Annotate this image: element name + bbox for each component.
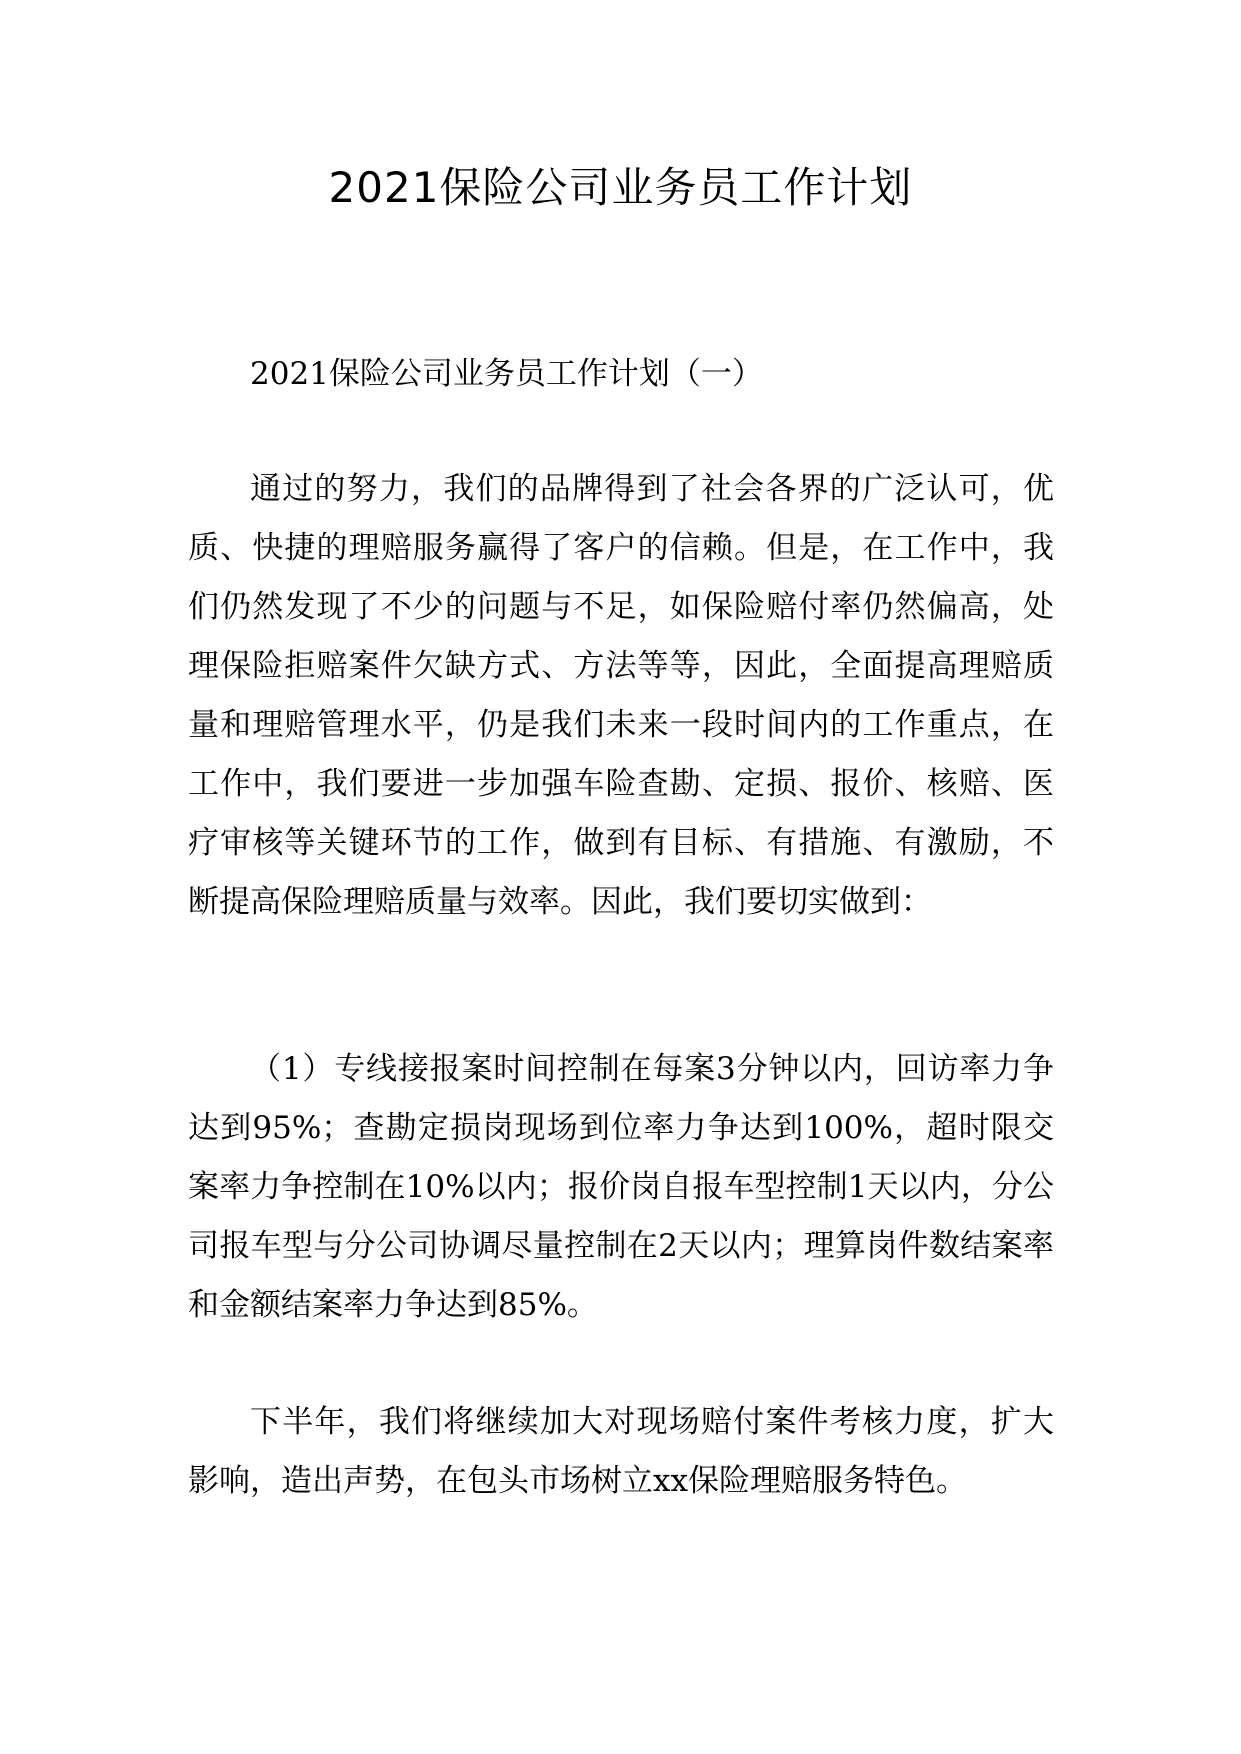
paragraph-intro: 通过的努力，我们的品牌得到了社会各界的广泛认可，优质、快捷的理赔服务赢得了客户的信赖。但是，在工作中，我们仍然发现了不少的问题与不足，如保险赔付率仍然偏高，处理保险拒赔案件欠缺方式、方法等等，因此，全面提高理赔质量和理赔管理水平，仍是我们未来一段时间内的工作重点，在工作中，我们要进一步加强车险查勘、定损、报价、核赔、医疗审核等关键环节的工作，做到有目标、有措施、有激励，不断提高保险理赔质量与效率。因此，我们要切实做到： <box>188 471 1054 920</box>
paragraph-targets: （1）专线接报案时间控制在每案3分钟以内，回访率力争达到95%；查勘定损岗现场到位率力争达到100%，超时限交案率力争控制在10%以内；报价岗自报车型控制1天以内，分公司报车型与分公司协调尽量控制在2天以内；理算岗件数结案率和金额结案率力争达到85%。 <box>188 1051 1054 1323</box>
paragraph-second-half: 下半年，我们将继续加大对现场赔付案件考核力度，扩大影响，造出声势，在包头市场树立xx保险理赔服务特色。 <box>188 1404 1054 1499</box>
document-title: 2021保险公司业务员工作计划 <box>328 163 913 212</box>
section-subtitle: 2021保险公司业务员工作计划（一） <box>250 356 763 392</box>
